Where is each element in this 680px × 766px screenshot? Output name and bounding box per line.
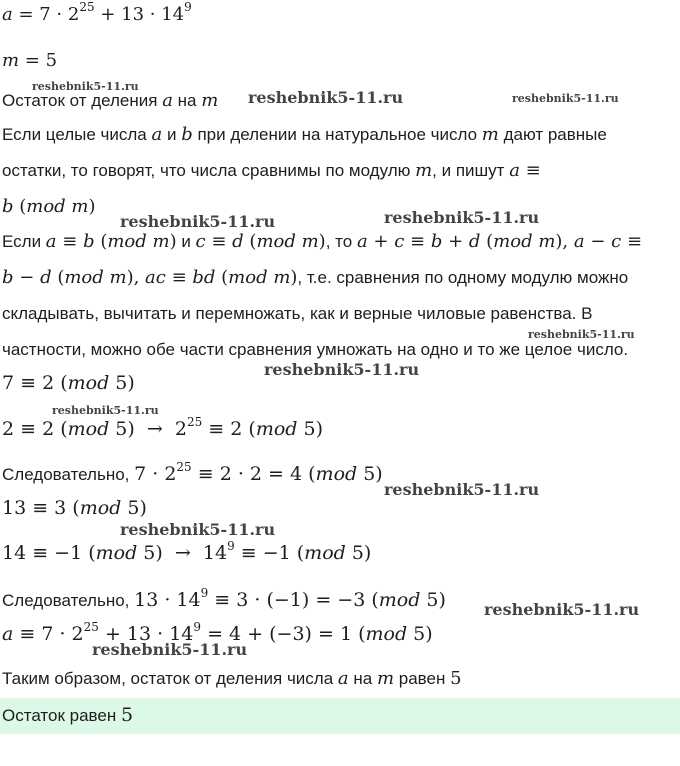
watermark: reshebnik5-11.ru bbox=[120, 212, 276, 231]
line-6: b (mod m) bbox=[2, 196, 96, 217]
line-8: b − d (mod m), ac ≡ bd (mod m), т.е. сравнения по одному модулю можно bbox=[2, 267, 629, 288]
line-5: остатки, то говорят, что числа сравнимы по модулю m, и пишут a ≡ bbox=[2, 160, 541, 181]
line-4: Если целые числа a и b при делении на натуральное число m дают равные bbox=[2, 124, 607, 145]
watermark: reshebnik5-11.ru bbox=[120, 520, 276, 539]
line-2: m = 5 bbox=[2, 50, 58, 71]
line-16: Следовательно, $13 \cdot 14^9 \equiv 3 \cdot (-1) = -3$ (mod 5) bbox=[2, 586, 446, 611]
var-a: a bbox=[2, 4, 13, 25]
watermark: reshebnik5-11.ru bbox=[384, 208, 540, 227]
line-11: 7 ≡ 2 (mod 5) bbox=[2, 372, 135, 394]
line-18: Таким образом, остаток от деления числа a на m равен 5 bbox=[2, 668, 462, 689]
line-1: $a = 7 \cdot 2^{25} + 13 \cdot 14^9$ bbox=[2, 0, 192, 25]
line-17: $a \equiv 7 \cdot 2^{25} + 13 \cdot 14^9 = 4 + (-3) = 1$ (mod 5) bbox=[2, 620, 433, 645]
watermark: reshebnik5-11.ru bbox=[32, 80, 139, 93]
watermark: reshebnik5-11.ru bbox=[264, 360, 420, 379]
watermark: reshebnik5-11.ru bbox=[52, 404, 159, 417]
watermark: reshebnik5-11.ru bbox=[248, 88, 404, 107]
line-15: 14 ≡ −1 (mod $5) \to 14^9 \equiv -1$ (mod 5) bbox=[2, 539, 372, 564]
line-7: Если a ≡ b (mod m) и c ≡ d (mod m), то a + c ≡ b + d (mod m), a − c ≡ bbox=[2, 231, 643, 252]
watermark: reshebnik5-11.ru bbox=[512, 92, 619, 105]
line-14: 13 ≡ 3 (mod 5) bbox=[2, 497, 147, 519]
watermark: reshebnik5-11.ru bbox=[484, 600, 640, 619]
line-3: Остаток от деления a на m bbox=[2, 90, 219, 111]
line-9: складывать, вычитать и перемножать, как и верные чиловые равенства. В bbox=[2, 304, 593, 323]
watermark: reshebnik5-11.ru bbox=[92, 640, 248, 659]
answer-text: Остаток равен 5 bbox=[2, 704, 134, 726]
watermark: reshebnik5-11.ru bbox=[528, 328, 635, 341]
watermark: reshebnik5-11.ru bbox=[384, 480, 540, 499]
answer-box bbox=[0, 698, 680, 734]
line-12: 2 ≡ 2 (mod $5) \to 2^{25} \equiv 2$ (mod 5) bbox=[2, 415, 323, 440]
line-13: Следовательно, $7 \cdot 2^{25} \equiv 2 \cdot 2 = 4$ (mod 5) bbox=[2, 460, 383, 485]
line-10: частности, можно обе части сравнения умножать на одно и то же целое число. bbox=[2, 340, 629, 359]
